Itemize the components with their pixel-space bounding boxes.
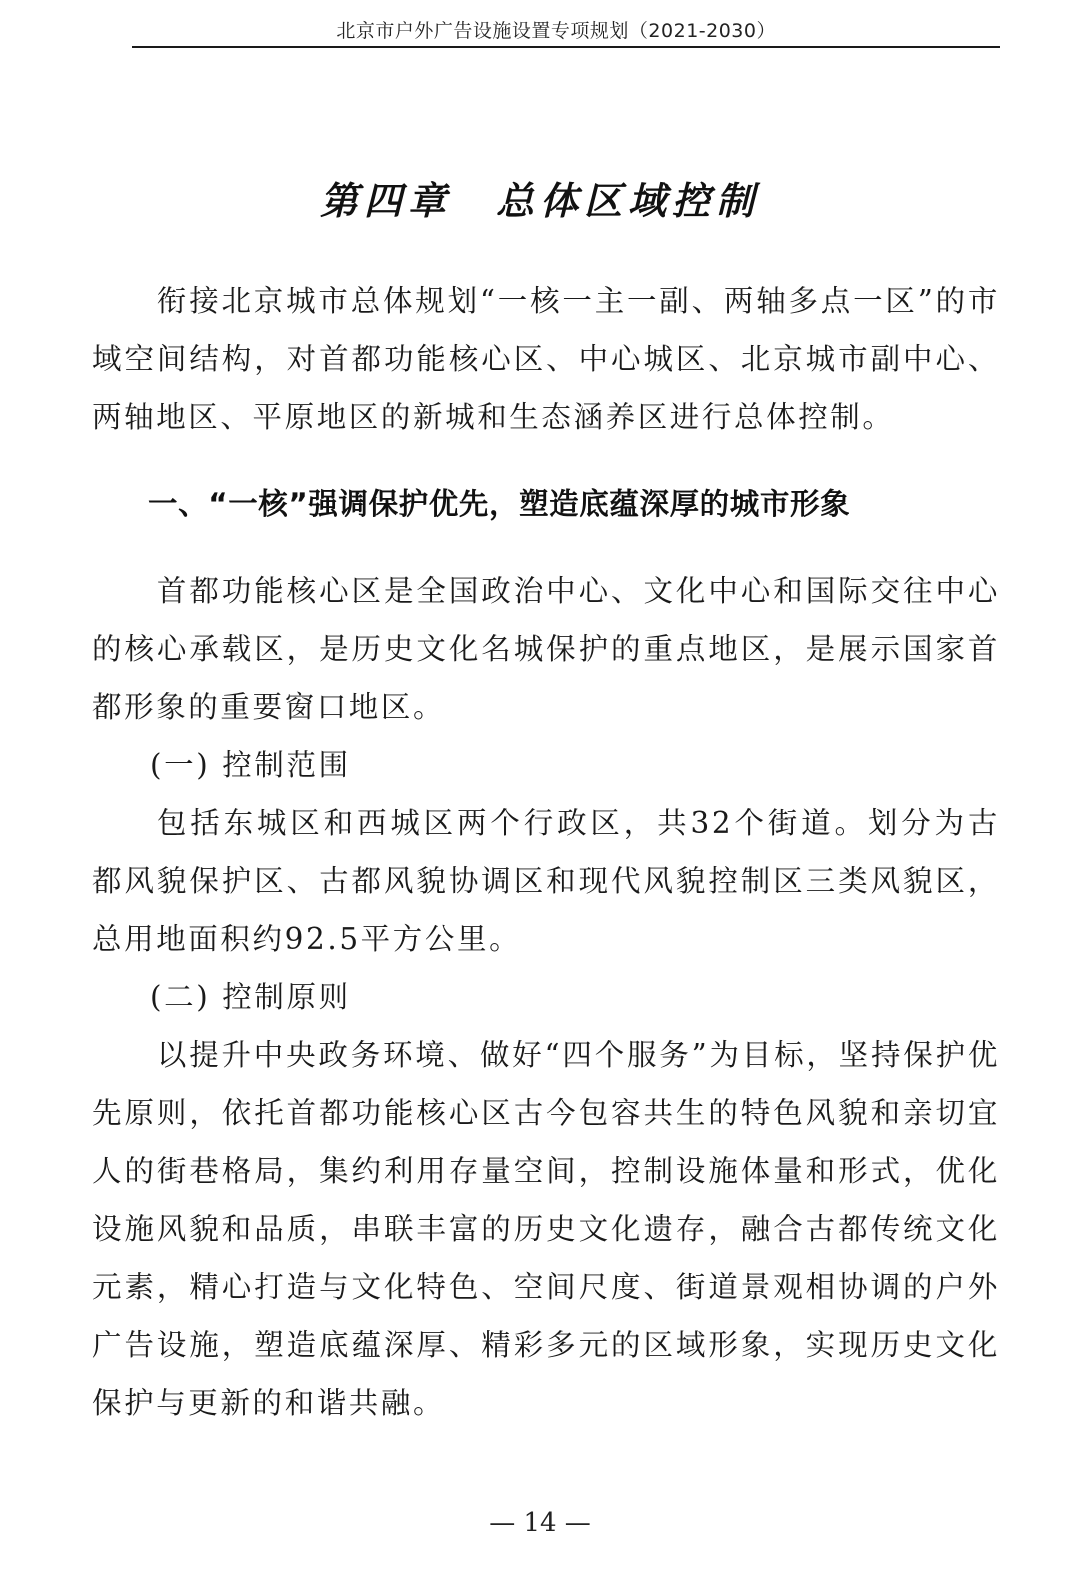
running-header [132,14,1000,48]
section-heading: 一、“一核”强调保护优先，塑造底蕴深厚的城市形象 [148,487,851,521]
control-scope-paragraph: 包括东城区和西城区两个行政区，共32个街道。划分为古都风貌保护区、古都风貌协调区和现代风貌控制区三类风貌区，总用地面积约92.5平方公里。 [92,806,1000,956]
chapter-title: 第四章 总体区域控制 [319,178,760,223]
running-header-title: 北京市户外广告设施设置专项规划（2021-2030） [336,20,776,42]
control-principles-paragraph: 以提升中央政务环境、做好“四个服务”为目标，坚持保护优先原则，依托首都功能核心区古今包容共生的特色风貌和亲切宜人的街巷格局，集约利用存量空间，控制设施体量和形式，优化设施风貌和品质，串联丰富的历史文化遗存，融合古都传统文化元素，精心打造与文化特色、空间尺度、街道景观相协调的户外广告设施，塑造底蕴深厚、精彩多元的区域形象，实现历史文化保护与更新的和谐共融。 [92,1038,1000,1420]
subheading-control-principles: (二) 控制原则 [150,980,351,1014]
section-intro-paragraph: 首都功能核心区是全国政治中心、文化中心和国际交往中心的核心承载区，是历史文化名城保护的重点地区，是展示国家首都形象的重要窗口地区。 [92,574,1000,724]
subheading-control-scope: (一) 控制范围 [150,748,351,782]
intro-paragraph: 衔接北京城市总体规划“一核一主一副、两轴多点一区”的市域空间结构，对首都功能核心区、中心城区、北京城市副中心、两轴地区、平原地区的新城和生态涵养区进行总体控制。 [92,284,1000,434]
document-body [92,272,1000,1432]
page-number: — 14 — [489,1508,591,1538]
